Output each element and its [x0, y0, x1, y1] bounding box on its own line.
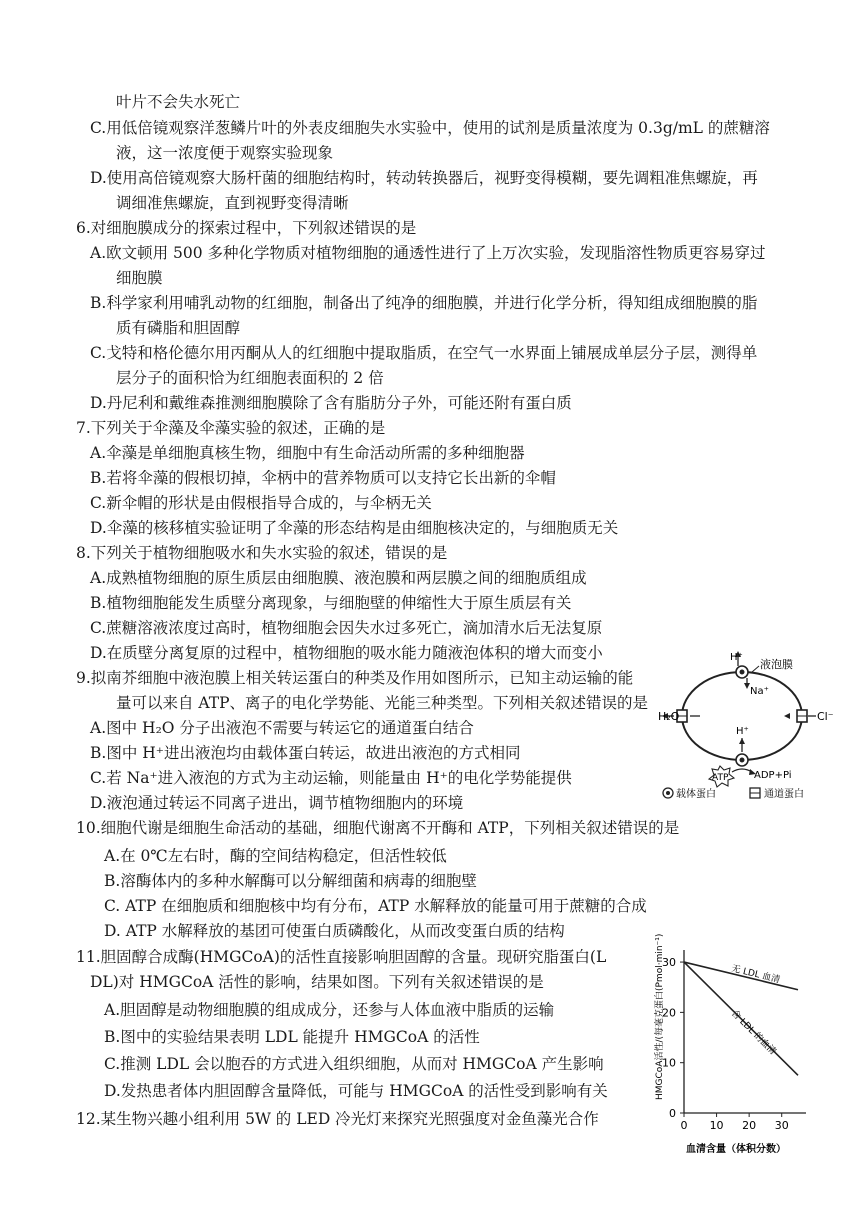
text-line: 调细准焦螺旋，直到视野变得清晰	[116, 194, 349, 212]
text-line: A.在 0℃左右时，酶的空间结构稳定，但活性较低	[104, 847, 447, 865]
text-line: 8.下列关于植物细胞吸水和失水实验的叙述，错误的是	[76, 544, 448, 562]
text-line: A.欧文顿用 500 多种化学物质对植物细胞的通透性进行了上万次实验，发现脂溶性物质更容易穿过	[90, 244, 766, 262]
text-line: D.伞藻的核移植实验证明了伞藻的形态结构是由细胞核决定的，与细胞质无关	[90, 519, 619, 537]
text-line: 6.对细胞膜成分的探索过程中，下列叙述错误的是	[76, 219, 417, 237]
vacuole-transport-diagram	[658, 648, 834, 800]
membrane-label: 液泡膜	[760, 658, 793, 671]
cl-ion-label: Cl⁻	[817, 710, 834, 723]
text-line: 层分子的面积恰为红细胞表面积的 2 倍	[116, 369, 384, 387]
text-line: D.液泡通过转运不同离子进出，调节植物细胞内的环境	[90, 794, 464, 812]
text-line: B.图中的实验结果表明 LDL 能提升 HMGCoA 的活性	[104, 1028, 480, 1046]
text-line: 量可以来自 ATP、离子的电化学势能、光能三种类型。下列相关叙述错误的是	[116, 694, 649, 712]
text-line: 液，这一浓度便于观察实验现象	[116, 144, 334, 162]
text-line: D. ATP 水解释放的基团可使蛋白质磷酸化，从而改变蛋白质的结构	[104, 922, 565, 940]
text-line: A.胆固醇是动物细胞膜的组成成分，还参与人体血液中脂质的运输	[104, 1001, 555, 1019]
text-line: B.若将伞藻的假根切掉，伞柄中的营养物质可以支持它长出新的伞帽	[90, 469, 556, 487]
text-line: C.新伞帽的形状是由假根指导合成的，与伞柄无关	[90, 494, 432, 512]
text-line: C. ATP 在细胞质和细胞核中均有分布，ATP 水解释放的能量可用于蔗糖的合成	[104, 897, 647, 915]
y-tick-label: 20	[662, 1006, 676, 1020]
text-line: C.若 Na⁺进入液泡的方式为主动运输，则能量由 H⁺的电化学势能提供	[90, 769, 572, 787]
text-line: 12.某生物兴趣小组利用 5W 的 LED 冷光灯来探究光照强度对金鱼藻光合作	[76, 1110, 599, 1128]
text-line: 叶片不会失水死亡	[116, 93, 241, 111]
atp-label: ATP	[712, 773, 729, 783]
series-label: 含 LDL 的血清	[728, 1008, 778, 1058]
text-line: C.用低倍镜观察洋葱鳞片叶的外表皮细胞失水实验中，使用的试剂是质量浓度为 0.3g/mL 的蔗糖溶	[90, 119, 770, 137]
legend-channel: 通道蛋白	[764, 789, 804, 800]
text-line: DL)对 HMGCoA 活性的影响，结果如图。下列有关叙述错误的是	[90, 973, 544, 991]
text-line: 10.细胞代谢是细胞生命活动的基础，细胞代谢离不开酶和 ATP，下列相关叙述错误的是	[76, 819, 680, 837]
text-line: D.使用高倍镜观察大肠杆菌的细胞结构时，转动转换器后，视野变得模糊，要先调粗准焦螺旋，再	[90, 169, 758, 187]
text-line: C.蔗糖溶液浓度过高时，植物细胞会因失水过多死亡，滴加清水后无法复原	[90, 619, 603, 637]
h-ion-top-label: H⁺	[730, 652, 743, 663]
x-axis-label: 血清含量（体积分数）	[686, 1144, 786, 1155]
text-line: C.推测 LDL 会以胞吞的方式进入组织细胞，从而对 HMGCoA 产生影响	[104, 1055, 604, 1073]
text-line: 11.胆固醇合成酶(HMGCoA)的活性直接影响胆固醇的含量。现研究脂蛋白(L	[76, 948, 607, 966]
adp-label: ADP+Pi	[754, 770, 792, 781]
text-line: 9.拟南芥细胞中液泡膜上相关转运蛋白的种类及作用如图所示，已知主动运输的能	[76, 669, 634, 687]
text-line: D.在质壁分离复原的过程中，植物细胞的吸水能力随液泡体积的增大而变小	[90, 644, 603, 662]
text-line: B.图中 H⁺进出液泡均由载体蛋白转运，故进出液泡的方式相同	[90, 744, 521, 762]
text-line: D.丹尼利和戴维森推测细胞膜除了含有脂肪分子外，可能还附有蛋白质	[90, 394, 572, 412]
x-tick-label: 30	[774, 1119, 789, 1132]
h-ion-mid-label: H⁺	[736, 726, 749, 737]
text-line: A.伞藻是单细胞真核生物，细胞中有生命活动所需的多种细胞器	[90, 444, 525, 462]
h2o-label: H₂O	[658, 710, 680, 723]
x-tick-label: 20	[742, 1119, 757, 1132]
series-label: 无 LDL 血清	[730, 964, 781, 986]
text-line: 细胞膜	[116, 269, 163, 287]
legend-carrier: 载体蛋白	[676, 789, 716, 800]
text-line: A.图中 H₂O 分子出液泡不需要与转运它的通道蛋白结合	[90, 719, 474, 737]
y-tick-label: 10	[662, 1056, 676, 1070]
text-line: B.植物细胞能发生质壁分离现象，与细胞壁的伸缩性大于原生质层有关	[90, 594, 572, 612]
text-line: A.成熟植物细胞的原生质层由细胞膜、液泡膜和两层膜之间的细胞质组成	[90, 569, 587, 587]
text-line: 7.下列关于伞藻及伞藻实验的叙述，正确的是	[76, 419, 386, 437]
y-tick-label: 0	[669, 1107, 676, 1120]
text-line: B.科学家利用哺乳动物的红细胞，制备出了纯净的细胞膜，并进行化学分析，得知组成细胞膜的脂	[90, 294, 758, 312]
text-line: B.溶酶体内的多种水解酶可以分解细菌和病毒的细胞壁	[104, 872, 477, 890]
hmgcoa-chart	[648, 933, 818, 1162]
na-ion-label: Na⁺	[750, 686, 769, 697]
y-tick-label: 30	[662, 956, 676, 970]
x-tick-label: 0	[680, 1119, 688, 1132]
y-axis-label: HMGCoA活性/(每毫克蛋白(Pmol·min⁻¹)	[655, 933, 665, 1100]
x-tick-label: 10	[709, 1119, 724, 1132]
text-line: C.戈特和格伦德尔用丙酮从人的红细胞中提取脂质，在空气一水界面上铺展成单层分子层，测得单	[90, 344, 758, 362]
text-line: 质有磷脂和胆固醇	[116, 319, 241, 337]
text-line: D.发热患者体内胆固醇含量降低，可能与 HMGCoA 的活性受到影响有关	[104, 1082, 608, 1100]
